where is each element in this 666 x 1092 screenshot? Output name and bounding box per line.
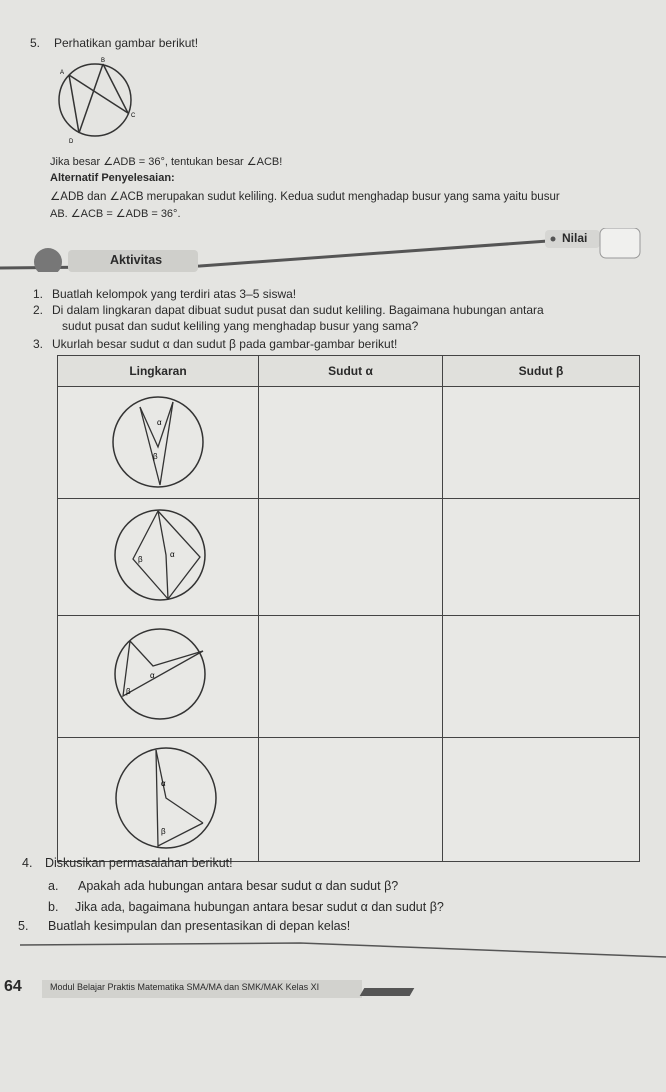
- point-label-b: B: [101, 58, 106, 64]
- alpha-label: α: [157, 418, 162, 427]
- header-lingkaran: Lingkaran: [58, 356, 259, 387]
- circle-cell: [58, 387, 259, 499]
- table-row: [58, 387, 640, 499]
- item-4a: Apakah ada hubungan antara besar sudut α dan sudut β?: [78, 879, 399, 893]
- sudut-alpha-cell[interactable]: [259, 387, 443, 499]
- alpha-label: α: [161, 779, 166, 788]
- circle-cell: [58, 499, 259, 616]
- item-5: Buatlah kesimpulan dan presentasikan di depan kelas!: [48, 919, 351, 933]
- beta-label: β: [153, 452, 158, 461]
- section-divider: [0, 935, 666, 965]
- activity-item-2: Di dalam lingkaran dapat dibuat sudut pusat dan sudut keliling. Bagaimana hubungan antara: [52, 303, 544, 317]
- activity-item-2-cont: sudut pusat dan sudut keliling yang menghadap busur yang sama?: [62, 319, 419, 333]
- sudut-beta-cell[interactable]: [443, 387, 640, 499]
- sudut-alpha-cell[interactable]: [259, 499, 443, 616]
- activity-item-1-number: 1.: [33, 287, 44, 301]
- circle-diagram-3: [58, 616, 258, 734]
- footer-accent: [360, 988, 415, 996]
- problem-question: Jika besar ∠ADB = 36°, tentukan besar ∠ACB!: [50, 156, 283, 168]
- table-row: [58, 499, 640, 616]
- table-row: [58, 616, 640, 738]
- circle-cell: [58, 616, 259, 738]
- activity-item-2-number: 2.: [33, 303, 44, 317]
- point-label-a: A: [60, 70, 65, 76]
- item-4b: Jika ada, bagaimana hubungan antara besar sudut α dan sudut β?: [75, 900, 444, 914]
- activity-item-3: Ukurlah besar sudut α dan sudut β pada gambar-gambar berikut!: [52, 337, 398, 351]
- page-number: 64: [4, 978, 22, 995]
- item-4: Diskusikan permasalahan berikut!: [45, 856, 233, 870]
- page-number-box: [0, 975, 42, 1001]
- header-sudut-beta: Sudut β: [443, 356, 640, 387]
- nilai-label: Nilai: [562, 231, 588, 245]
- circle-figure-abcd: [45, 55, 145, 150]
- problem-number: 5.: [30, 36, 41, 50]
- alpha-label: α: [170, 550, 175, 559]
- sudut-alpha-cell[interactable]: [259, 738, 443, 862]
- item-5-number: 5.: [18, 919, 29, 933]
- problem-instruction: Perhatikan gambar berikut!: [54, 36, 199, 50]
- circle-diagram-4: [58, 738, 258, 858]
- item-4-number: 4.: [22, 856, 33, 870]
- item-4a-letter: a.: [48, 879, 59, 893]
- sudut-beta-cell[interactable]: [443, 738, 640, 862]
- sudut-alpha-cell[interactable]: [259, 616, 443, 738]
- point-label-c: C: [131, 113, 136, 119]
- activity-item-1: Buatlah kelompok yang terdiri atas 3–5 siswa!: [52, 287, 297, 301]
- aktivitas-title: Aktivitas: [110, 253, 163, 267]
- item-4b-letter: b.: [48, 900, 59, 914]
- sudut-beta-cell[interactable]: [443, 616, 640, 738]
- beta-label: β: [138, 555, 143, 564]
- angle-table: [57, 355, 640, 862]
- circle-diagram-1: [58, 387, 258, 495]
- alpha-label: α: [150, 671, 155, 680]
- activity-item-3-number: 3.: [33, 337, 44, 351]
- circle-cell: [58, 738, 259, 862]
- table-row: [58, 738, 640, 862]
- solution-heading: Alternatif Penyelesaian:: [50, 172, 175, 184]
- solution-line-2: AB. ∠ACB = ∠ADB = 36°.: [50, 208, 181, 220]
- circle-diagram-2: [58, 499, 258, 612]
- solution-line-1: ∠ADB dan ∠ACB merupakan sudut keliling. Kedua sudut menghadap busur yang sama yaitu busur: [50, 191, 560, 203]
- beta-label: β: [126, 687, 131, 696]
- header-sudut-alpha: Sudut α: [259, 356, 443, 387]
- book-title: Modul Belajar Praktis Matematika SMA/MA dan SMK/MAK Kelas XI: [50, 982, 320, 992]
- beta-label: β: [161, 827, 166, 836]
- sudut-beta-cell[interactable]: [443, 499, 640, 616]
- point-label-d: D: [69, 139, 74, 145]
